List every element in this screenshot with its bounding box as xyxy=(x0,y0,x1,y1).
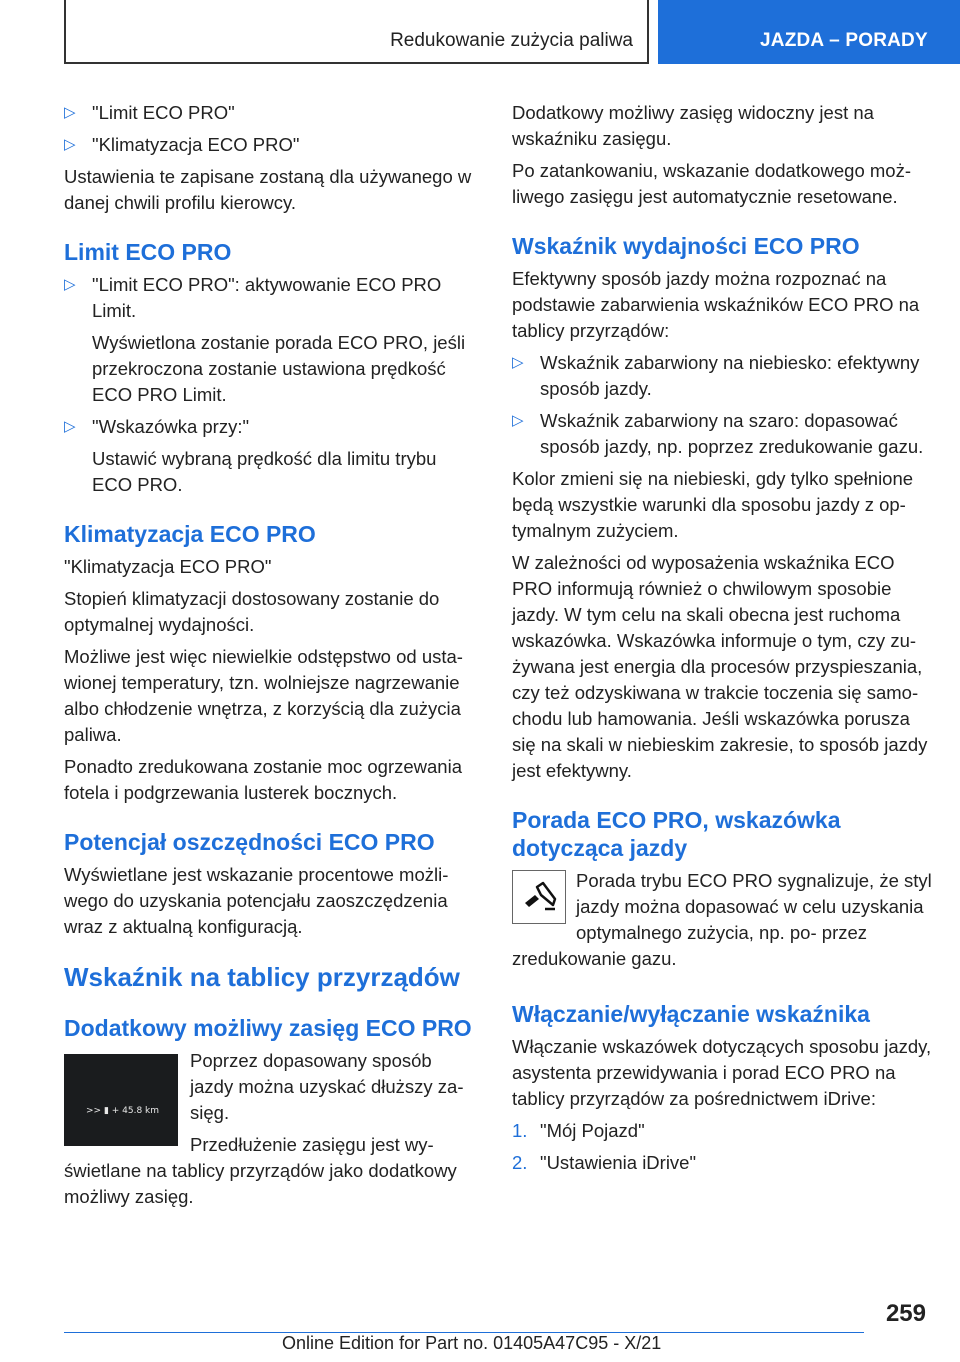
bullet-text: "Klimatyzacja ECO PRO" xyxy=(92,134,300,155)
bullet-text: "Limit ECO PRO": aktywowanie ECO PRO Limit. xyxy=(92,274,442,321)
bullet-text: "Limit ECO PRO" xyxy=(92,102,235,123)
bullet-item xyxy=(512,408,932,460)
paragraph: Przedłużenie zasięgu jest wy‐ świetlane na tablicy przyrządów jako dodatkowy możliwy zasięg. xyxy=(64,1134,457,1207)
item-number: 1. xyxy=(512,1120,528,1141)
header-section-box xyxy=(64,0,649,64)
paragraph: Wyświetlane jest wskazanie procentowe możli‐ wego do uzyskania potencjału zaoszczędzenia wraz z aktualną konfiguracją. xyxy=(64,864,449,937)
header-chapter-title: JAZDA – PORADY xyxy=(760,30,928,51)
heading-wskaznik-tablica: Wskaźnik na tablicy przyrządów xyxy=(64,962,460,992)
range-display-image xyxy=(64,1054,178,1146)
bullet-marker: ▷ xyxy=(64,104,76,121)
right-column xyxy=(512,100,932,1182)
paragraph: Ponadto zredukowana zostanie moc ogrzewania fotela i podgrzewania lusterek bocznych. xyxy=(64,756,462,803)
bullet-text: "Wskazówka przy:" xyxy=(92,416,250,437)
numbered-item xyxy=(512,1118,932,1144)
item-text: "Ustawienia iDrive" xyxy=(540,1152,697,1173)
bullet-item xyxy=(64,414,476,498)
paragraph: "Klimatyzacja ECO PRO" xyxy=(64,556,272,577)
heading-wlaczanie-wskaznika: Włączanie/wyłączanie wskaźnika xyxy=(512,1001,870,1027)
paragraph: Kolor zmieni się na niebieski, gdy tylko spełnione będą wszystkie warunki dla sposobu jazdy z op‐ tymalnym zużyciem. xyxy=(512,468,914,541)
header-chapter-tab xyxy=(658,0,960,64)
paragraph: Porada trybu ECO PRO sygnalizuje, że styl jazdy można dopasować w celu uzyskania optymalnego zużycia, np. po‐ przez zredukowanie gazu. xyxy=(512,870,932,969)
bullet-marker: ▷ xyxy=(64,418,76,435)
shoe-pedal-icon xyxy=(513,871,565,923)
paragraph: W zależności od wyposażenia wskaźnika ECO PRO informują również o chwilowym sposobie jazdy. W tym celu na skali obecna jest ruchoma wskazówka. Wskazówka informuje o tym, czy zu‐ żywana jest energia dla procesów przyspieszania, czy też odzyskiwana w trakcie toczenia się samo‐ chodu lub hamowania. Jeśli wskazówka porusza się na skali w niebieskim zakresie, to sposób jazdy jest efektywny. xyxy=(512,552,928,781)
heading-limit-eco-pro: Limit ECO PRO xyxy=(64,239,232,265)
driving-tip-icon xyxy=(512,870,566,924)
heading-porada-eco-pro: Porada ECO PRO, wskazówka dotycząca jazdy xyxy=(512,807,841,861)
bullet-item xyxy=(64,100,476,126)
heading-wskaznik-wydajnosci: Wskaźnik wydajności ECO PRO xyxy=(512,233,860,259)
paragraph: Stopień klimatyzacji dostosowany zostanie do optymalnej wydajności. xyxy=(64,588,440,635)
header-section-title: Redukowanie zużycia paliwa xyxy=(390,30,633,51)
heading-klimatyzacja-eco-pro: Klimatyzacja ECO PRO xyxy=(64,521,316,547)
heading-dodatkowy-zasieg: Dodatkowy możliwy zasięg ECO PRO xyxy=(64,1015,472,1041)
bullet-text: Wskaźnik zabarwiony na szaro: dopasować sposób jazdy, np. poprzez zredukowanie gazu. xyxy=(540,410,924,457)
bullet-item xyxy=(64,272,476,408)
paragraph: Po zatankowaniu, wskazanie dodatkowego moż‐ liwego zasięgu jest automatycznie resetowane. xyxy=(512,160,912,207)
paragraph: Poprzez dopasowany sposób jazdy można uzyskać dłuższy za‐ sięg. xyxy=(190,1050,464,1123)
left-column xyxy=(64,100,476,1216)
heading-potencjal: Potencjał oszczędności ECO PRO xyxy=(64,829,435,855)
bullet-subtext: Wyświetlona zostanie porada ECO PRO, jeśli przekroczona zostanie ustawiona prędkość ECO PRO Limit. xyxy=(92,332,466,405)
paragraph: Dodatkowy możliwy zasięg widoczny jest na wskaźniku zasięgu. xyxy=(512,102,874,149)
range-display-text: >> ▮ + 45.8 km xyxy=(86,1106,160,1116)
bullet-marker: ▷ xyxy=(512,412,524,429)
bullet-item xyxy=(64,132,476,158)
item-number: 2. xyxy=(512,1152,528,1173)
page-number: 259 xyxy=(885,1300,926,1327)
bullet-item xyxy=(512,350,932,402)
bullet-marker: ▷ xyxy=(64,276,76,293)
bullet-subtext: Ustawić wybraną prędkość dla limitu trybu ECO PRO. xyxy=(92,448,437,495)
paragraph: Włączanie wskazówek dotyczących sposobu jazdy, asystenta przewidywania i porad ECO PRO na tablicy przyrządów za pośrednictwem iDrive: xyxy=(512,1036,932,1109)
paragraph: Ustawienia te zapisane zostaną dla używanego w danej chwili profilu kierowcy. xyxy=(64,166,472,213)
bullet-text: Wskaźnik zabarwiony na niebiesko: efektywny sposób jazdy. xyxy=(540,352,920,399)
paragraph: Możliwe jest więc niewielkie odstępstwo od usta‐ wionej temperatury, tzn. wolniejsze nagrzewanie albo chłodzenie wnętrza, z korzyścią dla zużycia paliwa. xyxy=(64,646,463,745)
footer-edition-text: Online Edition for Part no. 01405A47C95 - X/21 xyxy=(282,1333,662,1353)
item-text: "Mój Pojazd" xyxy=(540,1120,645,1141)
paragraph: Efektywny sposób jazdy można rozpoznać na podstawie zabarwienia wskaźników ECO PRO na tablicy przyrządów: xyxy=(512,268,920,341)
numbered-item xyxy=(512,1150,932,1176)
bullet-marker: ▷ xyxy=(512,354,524,371)
bullet-marker: ▷ xyxy=(64,136,76,153)
